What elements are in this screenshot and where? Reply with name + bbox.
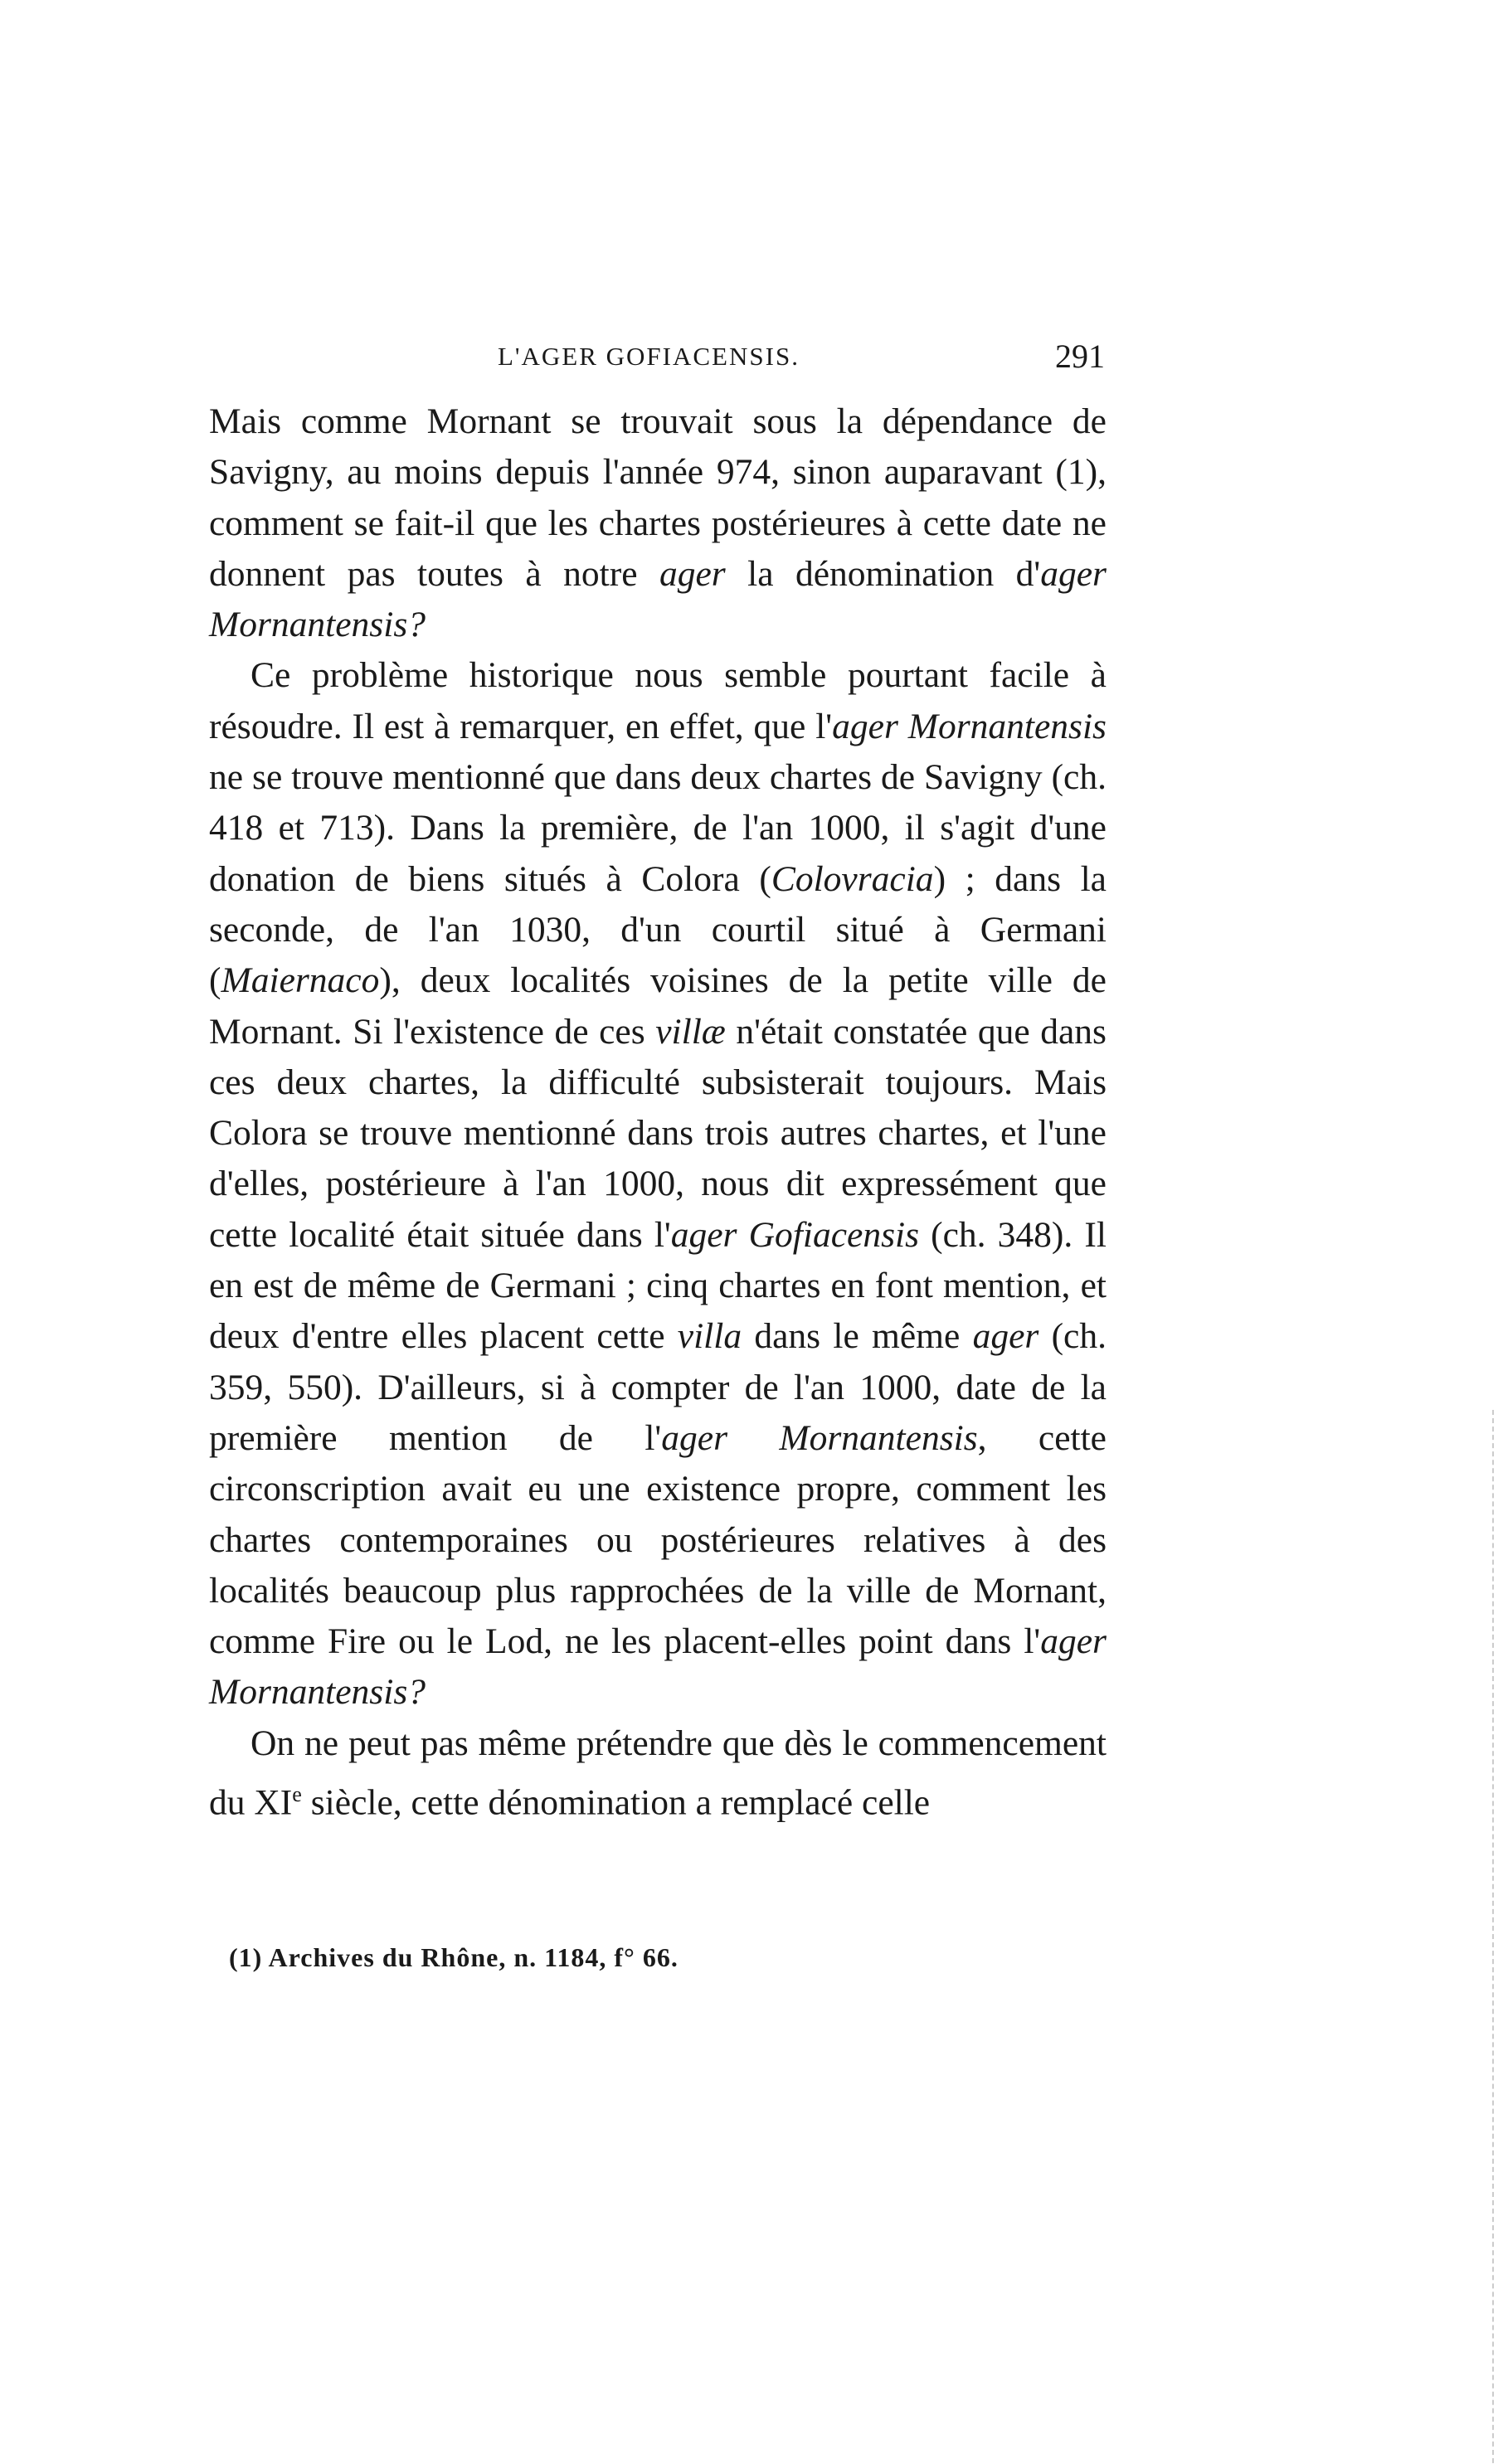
footnote: (1) Archives du Rhône, n. 1184, f° 66. xyxy=(229,1942,679,1972)
italic-text: ager xyxy=(659,553,726,594)
italic-text: Maiernaco xyxy=(221,960,380,1001)
italic-text: villæ xyxy=(655,1011,726,1052)
text-segment: ), deux localités voisines de la petite ville de Mornant. Si l'existence de ces xyxy=(209,960,1107,1052)
running-head: L'AGER GOFIACENSIS. xyxy=(498,342,800,371)
text-segment: (ch. 348). Il en est de même de Germani ; cinq chartes en font mention, et deux d'entre elles placent cette xyxy=(209,1214,1107,1357)
text-segment: ne se trouve mentionné que dans deux chartes de Savigny (ch. 418 et 713). Dans la première, de l'an 1000, il s'agit d'une donation de biens situés à Colora ( xyxy=(209,757,1107,899)
text-segment: Ce problème historique nous semble pourtant facile à résoudre. Il est à remarquer, en effet, que l' xyxy=(209,655,1107,746)
superscript-text: e xyxy=(292,1782,302,1807)
text-segment: (ch. 359, 550). D'ailleurs, si à compter de l'an 1000, date de la première mention de l' xyxy=(209,1316,1107,1458)
scan-edge-marks xyxy=(1492,1410,1496,2463)
italic-text: ager Gofiacensis xyxy=(670,1214,920,1255)
text-segment: siècle, cette dénomination a remplacé celle xyxy=(301,1782,931,1823)
italic-text: ager Mornantensis xyxy=(661,1417,978,1458)
page-header xyxy=(209,338,1105,391)
text-segment: ) ; dans la seconde, de l'an 1030, d'un courtil situé à Germani ( xyxy=(209,858,1107,1001)
text-segment: On ne peut pas même prétendre que dès le commencement du XI xyxy=(209,1723,1107,1823)
text-segment: Mais comme Mornant se trouvait sous la dépendance de Savigny, au moins depuis l'année 974, sinon auparavant (1), comment se fait-il que les chartes postérieures à cette date ne donnent pas toutes à notre xyxy=(209,401,1107,594)
paragraph xyxy=(209,396,1107,650)
italic-text: Colovracia xyxy=(771,858,934,899)
text-segment: la dénomination d' xyxy=(725,553,1041,594)
italic-text: villa xyxy=(677,1316,742,1357)
italic-text: ager Mornantensis? xyxy=(209,1621,1107,1713)
text-segment: n'était constatée que dans ces deux chartes, la difficulté subsisterait toujours. Mais Colora se trouve mentionné dans trois autres chartes, et l'une d'elles, postérieure à l'an 1000, nous dit expressément que cette localité était située dans l' xyxy=(209,1011,1107,1255)
paragraph xyxy=(209,1718,1107,1829)
italic-text: ager Mornantensis? xyxy=(209,553,1107,645)
page-number: 291 xyxy=(1055,338,1105,375)
italic-text: ager Mornantensis xyxy=(832,706,1107,746)
body-text xyxy=(209,396,1107,1829)
text-segment: , cette circonscription avait eu une existence propre, comment les chartes contemporaines ou postérieures relatives à des localités beaucoup plus rapprochées de la ville de Mornant, comme Fire ou le Lod, ne les placent-elles point dans l' xyxy=(209,1417,1107,1662)
text-segment: dans le même xyxy=(742,1316,973,1357)
paragraph xyxy=(209,650,1107,1718)
italic-text: ager xyxy=(972,1316,1039,1357)
